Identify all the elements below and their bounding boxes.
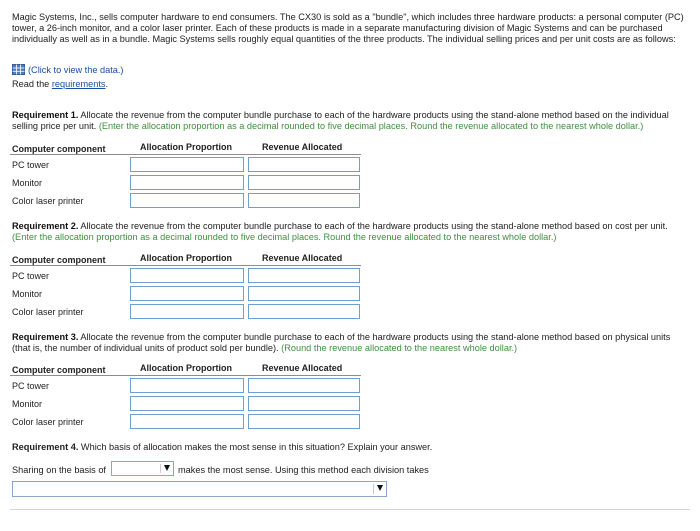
req1-pc-proportion-input[interactable] <box>130 157 244 172</box>
row-label-monitor: Monitor <box>12 289 43 299</box>
col-header-component: Computer component <box>12 144 106 154</box>
col-header-proportion: Allocation Proportion <box>140 142 232 152</box>
basis-select[interactable] <box>111 461 174 476</box>
requirement-2-text <box>12 221 688 243</box>
req4-label: Requirement 4. <box>12 442 79 452</box>
row-label-printer: Color laser printer <box>12 196 84 206</box>
grid-icon <box>12 64 25 75</box>
req3-hint: (Round the revenue allocated to the nearest whole dollar.) <box>281 343 518 353</box>
requirements-link[interactable]: requirements <box>51 79 106 89</box>
col-header-component: Computer component <box>12 365 106 375</box>
row-label-monitor: Monitor <box>12 399 43 409</box>
requirement-3-text <box>12 332 688 354</box>
req2-pc-revenue-input[interactable] <box>248 268 360 283</box>
read-suffix: . <box>105 79 109 89</box>
req3-monitor-proportion-input[interactable] <box>130 396 244 411</box>
req2-label: Requirement 2. <box>12 221 79 231</box>
row-label-monitor: Monitor <box>12 178 43 188</box>
col-header-component: Computer component <box>12 255 106 265</box>
req3-printer-revenue-input[interactable] <box>248 414 360 429</box>
view-data-label[interactable]: (Click to view the data.) <box>28 64 124 75</box>
req2-monitor-revenue-input[interactable] <box>248 286 360 301</box>
req2-printer-revenue-input[interactable] <box>248 304 360 319</box>
division-takes-select[interactable] <box>12 481 387 497</box>
sharing-suffix: makes the most sense. Using this method each division takes <box>178 465 429 475</box>
col-header-proportion: Allocation Proportion <box>140 253 232 263</box>
problem-intro: Magic Systems, Inc., sells computer hardware to end consumers. The CX30 is sold as a "bundle", which includes three hardware products: a personal computer (PC) tower, a 26-inch monitor, and a color laser printer. Each of these products is made in a separate manufacturing division of Magic Systems and can be purchased individually as well as in a bundle. Magic Systems sells roughly equal quantities of the three products. The individual selling prices and per unit costs are as follows: <box>12 12 684 44</box>
table-header-rule <box>10 265 361 266</box>
req3-pc-proportion-input[interactable] <box>130 378 244 393</box>
req4-body: Which basis of allocation makes the most sense in this situation? Explain your answer. <box>78 442 433 452</box>
req2-printer-proportion-input[interactable] <box>130 304 244 319</box>
bottom-divider <box>10 509 690 510</box>
col-header-revenue: Revenue Allocated <box>262 253 343 263</box>
read-requirements-line <box>12 79 108 89</box>
select-divider <box>160 464 161 473</box>
view-data-link[interactable] <box>12 64 123 75</box>
col-header-proportion: Allocation Proportion <box>140 363 232 373</box>
select-divider <box>373 484 374 494</box>
req3-label: Requirement 3. <box>12 332 79 342</box>
req2-monitor-proportion-input[interactable] <box>130 286 244 301</box>
req3-printer-proportion-input[interactable] <box>130 414 244 429</box>
req1-printer-proportion-input[interactable] <box>130 193 244 208</box>
row-label-pc-tower: PC tower <box>12 271 50 281</box>
row-label-printer: Color laser printer <box>12 307 84 317</box>
req1-monitor-revenue-input[interactable] <box>248 175 360 190</box>
read-prefix: Read the <box>12 79 52 89</box>
table-header-rule <box>10 154 361 155</box>
req1-printer-revenue-input[interactable] <box>248 193 360 208</box>
req1-body: Allocate the revenue from the computer bundle purchase to each of the hardware products using the stand-alone method based on the individual selling price per unit. <box>12 110 669 131</box>
row-label-printer: Color laser printer <box>12 417 84 427</box>
chevron-down-icon <box>377 485 383 491</box>
req1-hint: (Enter the allocation proportion as a decimal rounded to five decimal places. Round the revenue allocated to the nearest whole dollar.) <box>98 121 644 131</box>
requirement-4-text <box>12 442 432 452</box>
req1-pc-revenue-input[interactable] <box>248 157 360 172</box>
req1-label: Requirement 1. <box>12 110 79 120</box>
row-label-pc-tower: PC tower <box>12 160 50 170</box>
req2-hint: (Enter the allocation proportion as a decimal rounded to five decimal places. Round the revenue allocated to the nearest whole dollar.) <box>12 232 557 242</box>
req3-monitor-revenue-input[interactable] <box>248 396 360 411</box>
req1-monitor-proportion-input[interactable] <box>130 175 244 190</box>
requirement-1-text <box>12 110 688 132</box>
table-header-rule <box>10 375 361 376</box>
col-header-revenue: Revenue Allocated <box>262 142 343 152</box>
req3-pc-revenue-input[interactable] <box>248 378 360 393</box>
col-header-revenue: Revenue Allocated <box>262 363 343 373</box>
sharing-prefix: Sharing on the basis of <box>12 465 106 475</box>
chevron-down-icon <box>164 465 170 471</box>
req2-body: Allocate the revenue from the computer bundle purchase to each of the hardware products using the stand-alone method based on cost per unit. <box>78 221 668 231</box>
req2-pc-proportion-input[interactable] <box>130 268 244 283</box>
req3-body: Allocate the revenue from the computer bundle purchase to each of the hardware products using the stand-alone method based on physical units (that is, the number of individual units of product sold per bundle). <box>12 332 671 353</box>
row-label-pc-tower: PC tower <box>12 381 50 391</box>
